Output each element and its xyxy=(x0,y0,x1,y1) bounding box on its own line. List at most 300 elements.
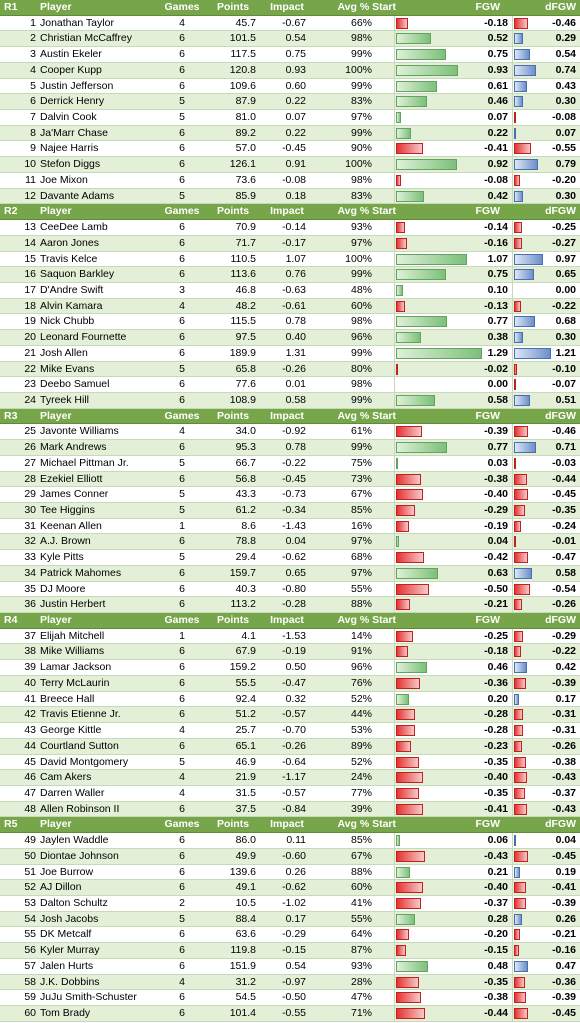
dfgw-bar xyxy=(514,348,551,359)
pick-number: 57 xyxy=(24,959,36,972)
games-cell: 6 xyxy=(179,535,185,548)
impact-cell: -0.14 xyxy=(282,221,306,234)
table-row xyxy=(0,975,580,991)
start-cell: 98% xyxy=(350,378,372,391)
dfgw-cell xyxy=(512,519,578,534)
fgw-value: -0.50 xyxy=(484,582,508,595)
pick-number: 29 xyxy=(24,488,36,501)
dfgw-bar xyxy=(514,222,522,233)
games-cell: 6 xyxy=(179,881,185,894)
pick-number: 59 xyxy=(24,991,36,1004)
start-cell: 89% xyxy=(350,739,372,752)
start-cell: 75% xyxy=(350,456,372,469)
start-header: Avg % Start xyxy=(337,614,396,627)
games-cell: 6 xyxy=(179,393,185,406)
dfgw-bar xyxy=(514,269,534,280)
column-divider xyxy=(394,959,395,974)
points-cell: 67.9 xyxy=(235,645,256,658)
player-name: DJ Moore xyxy=(40,582,86,595)
player-name: Dalton Schultz xyxy=(40,896,108,909)
player-name: AJ Dillon xyxy=(40,881,82,894)
impact-cell: -0.61 xyxy=(282,299,306,312)
fgw-header: FGW xyxy=(475,1,500,13)
fgw-cell xyxy=(394,959,510,974)
points-cell: 29.4 xyxy=(235,551,256,564)
fgw-bar xyxy=(396,81,437,92)
fgw-cell xyxy=(394,189,510,204)
games-cell: 5 xyxy=(179,95,185,108)
column-divider xyxy=(394,94,395,109)
player-name: JuJu Smith-Schuster xyxy=(40,991,137,1004)
points-cell: 57.0 xyxy=(235,142,256,155)
dfgw-value: 0.97 xyxy=(555,252,576,265)
table-row xyxy=(0,220,580,236)
dfgw-cell xyxy=(512,141,578,156)
points-cell: 86.0 xyxy=(235,834,256,847)
games-cell: 6 xyxy=(179,268,185,281)
impact-cell: -0.57 xyxy=(282,708,306,721)
fgw-cell xyxy=(394,707,510,722)
round-header-row xyxy=(0,204,580,220)
fgw-bar xyxy=(396,662,427,673)
player-name: J.K. Dobbins xyxy=(40,975,100,988)
column-divider xyxy=(512,692,513,707)
column-divider xyxy=(394,220,395,235)
pick-number: 31 xyxy=(24,519,36,532)
fgw-bar xyxy=(396,269,446,280)
start-cell: 60% xyxy=(350,299,372,312)
fgw-value: -0.40 xyxy=(484,771,508,784)
dfgw-cell xyxy=(512,629,578,644)
column-divider xyxy=(512,236,513,251)
round-label: R2 xyxy=(4,205,18,218)
points-cell: 113.6 xyxy=(230,268,256,281)
start-cell: 85% xyxy=(350,834,372,847)
fgw-value: 0.07 xyxy=(487,111,508,124)
start-cell: 99% xyxy=(350,126,372,139)
fgw-value: -0.14 xyxy=(484,221,508,234)
impact-cell: 1.07 xyxy=(285,252,306,265)
games-cell: 6 xyxy=(179,708,185,721)
dfgw-header: dFGW xyxy=(545,614,576,627)
fgw-value: -0.29 xyxy=(484,504,508,516)
column-divider xyxy=(394,802,395,817)
points-cell: 77.6 xyxy=(235,378,256,391)
start-cell: 61% xyxy=(350,425,372,438)
impact-cell: 0.60 xyxy=(285,79,306,92)
pick-number: 51 xyxy=(24,865,36,878)
fgw-cell xyxy=(394,393,510,408)
start-cell: 97% xyxy=(350,236,372,249)
fgw-value: 0.75 xyxy=(487,48,508,61)
player-name: Darren Waller xyxy=(40,786,105,799)
table-row xyxy=(0,487,580,503)
column-divider xyxy=(512,63,513,78)
fgw-cell xyxy=(394,220,510,235)
fgw-bar xyxy=(396,191,424,202)
dfgw-bar xyxy=(514,1008,528,1019)
fgw-bar xyxy=(396,348,482,359)
fgw-value: -0.23 xyxy=(484,739,508,752)
fgw-cell xyxy=(394,692,510,707)
column-divider xyxy=(512,440,513,455)
table-row xyxy=(0,283,580,299)
column-divider xyxy=(394,755,395,770)
fgw-bar xyxy=(396,364,398,375)
fgw-cell xyxy=(394,79,510,94)
dfgw-value: 0.30 xyxy=(555,189,576,202)
games-cell: 6 xyxy=(179,236,185,249)
points-cell: 101.4 xyxy=(229,1007,256,1019)
impact-cell: 0.91 xyxy=(285,158,306,171)
fgw-value: -0.39 xyxy=(484,425,508,438)
fgw-bar xyxy=(396,772,423,783)
games-cell: 6 xyxy=(179,252,185,265)
impact-cell: -1.53 xyxy=(282,629,306,642)
fgw-value: -0.08 xyxy=(484,173,508,186)
games-cell: 6 xyxy=(179,48,185,61)
fgw-value: 0.21 xyxy=(487,865,508,878)
table-row xyxy=(0,47,580,63)
points-cell: 92.4 xyxy=(235,692,256,705)
dfgw-value: 0.26 xyxy=(555,912,576,925)
dfgw-bar xyxy=(514,254,543,265)
dfgw-bar xyxy=(514,678,526,689)
start-cell: 91% xyxy=(350,645,372,658)
start-cell: 90% xyxy=(350,142,372,155)
fgw-cell xyxy=(394,283,510,298)
column-divider xyxy=(394,487,395,502)
games-cell: 6 xyxy=(179,739,185,752)
games-cell: 6 xyxy=(179,441,185,454)
column-divider xyxy=(512,519,513,534)
fgw-value: -0.25 xyxy=(484,629,508,642)
fgw-value: 0.38 xyxy=(487,331,508,344)
fgw-bar xyxy=(396,882,423,893)
player-name: Tyreek Hill xyxy=(40,393,90,406)
games-cell: 4 xyxy=(179,299,185,312)
pick-number: 2 xyxy=(30,32,36,45)
points-cell: 101.5 xyxy=(229,32,256,45)
column-divider xyxy=(394,173,395,188)
points-cell: 115.5 xyxy=(230,315,256,328)
table-row xyxy=(0,16,580,32)
column-divider xyxy=(394,739,395,754)
dfgw-value: 0.30 xyxy=(555,331,576,344)
start-cell: 93% xyxy=(350,959,372,972)
table-row xyxy=(0,927,580,943)
player-name: Elijah Mitchell xyxy=(40,629,105,642)
fgw-value: -0.40 xyxy=(484,881,508,894)
column-divider xyxy=(394,707,395,722)
games-cell: 6 xyxy=(179,221,185,234)
fgw-value: 0.58 xyxy=(487,393,508,406)
player-name: Breece Hall xyxy=(40,692,95,705)
player-header: Player xyxy=(40,409,72,422)
fgw-bar xyxy=(396,505,415,516)
table-row xyxy=(0,582,580,598)
table-row xyxy=(0,723,580,739)
dfgw-bar xyxy=(514,867,520,878)
column-divider xyxy=(512,676,513,691)
start-cell: 93% xyxy=(350,221,372,234)
dfgw-value: -0.22 xyxy=(552,645,576,658)
dfgw-cell xyxy=(512,865,578,880)
column-divider xyxy=(394,63,395,78)
fgw-cell xyxy=(394,472,510,487)
table-row xyxy=(0,456,580,472)
dfgw-value: 0.79 xyxy=(555,158,576,171)
fgw-bar xyxy=(396,159,457,170)
points-cell: 139.6 xyxy=(229,865,256,878)
column-divider xyxy=(512,252,513,267)
table-row xyxy=(0,833,580,849)
fgw-value: -0.35 xyxy=(484,786,508,799)
points-header: Points xyxy=(216,614,250,627)
dfgw-cell xyxy=(512,597,578,612)
column-divider xyxy=(394,865,395,880)
dfgw-bar xyxy=(514,426,528,437)
dfgw-bar xyxy=(514,505,525,516)
dfgw-value: 0.74 xyxy=(555,63,576,76)
dfgw-value: 0.47 xyxy=(555,959,576,972)
dfgw-cell xyxy=(512,723,578,738)
column-divider xyxy=(394,723,395,738)
dfgw-bar xyxy=(514,474,527,485)
column-divider xyxy=(394,314,395,329)
dfgw-value: 0.19 xyxy=(555,865,576,878)
player-name: Justin Herbert xyxy=(40,598,106,611)
table-row xyxy=(0,79,580,95)
dfgw-bar xyxy=(514,929,520,940)
player-name: David Montgomery xyxy=(40,755,129,768)
player-name: Tee Higgins xyxy=(40,504,95,516)
column-divider xyxy=(512,503,513,518)
start-cell: 44% xyxy=(350,708,372,721)
games-cell: 6 xyxy=(179,1007,185,1019)
dfgw-bar xyxy=(514,882,526,893)
pick-number: 12 xyxy=(24,189,36,202)
dfgw-value: 0.54 xyxy=(555,48,576,61)
table-row xyxy=(0,31,580,47)
player-name: Jalen Hurts xyxy=(40,959,94,972)
fgw-value: -0.18 xyxy=(484,645,508,658)
points-cell: 61.2 xyxy=(235,504,256,516)
fgw-cell xyxy=(394,126,510,141)
games-cell: 5 xyxy=(179,912,185,925)
fgw-cell xyxy=(394,770,510,785)
start-cell: 99% xyxy=(350,346,372,359)
column-divider xyxy=(512,912,513,927)
impact-cell: 0.01 xyxy=(285,378,306,391)
dfgw-cell xyxy=(512,582,578,597)
fgw-bar xyxy=(396,96,427,107)
player-name: Dalvin Cook xyxy=(40,111,97,124)
dfgw-value: -0.45 xyxy=(552,1007,576,1019)
table-row xyxy=(0,912,580,928)
dfgw-bar xyxy=(514,175,520,186)
fgw-bar xyxy=(396,332,421,343)
pick-number: 46 xyxy=(24,771,36,784)
fgw-cell xyxy=(394,739,510,754)
dfgw-cell xyxy=(512,314,578,329)
fgw-bar xyxy=(396,867,410,878)
dfgw-bar xyxy=(514,238,522,249)
start-cell: 48% xyxy=(350,283,372,296)
impact-cell: -0.63 xyxy=(282,283,306,296)
dfgw-bar xyxy=(514,379,516,390)
dfgw-cell xyxy=(512,566,578,581)
fgw-value: 0.77 xyxy=(487,315,508,328)
dfgw-bar xyxy=(514,662,527,673)
fgw-cell xyxy=(394,330,510,345)
fgw-bar xyxy=(396,128,411,139)
player-name: Terry McLaurin xyxy=(40,676,110,689)
table-row xyxy=(0,896,580,912)
start-cell: 98% xyxy=(350,315,372,328)
fgw-value: 1.29 xyxy=(487,346,508,359)
player-name: Jaylen Waddle xyxy=(40,834,109,847)
impact-cell: 0.32 xyxy=(285,692,306,705)
points-cell: 40.3 xyxy=(235,582,256,595)
dfgw-value: 0.65 xyxy=(555,268,576,281)
fgw-bar xyxy=(396,301,405,312)
pick-number: 35 xyxy=(24,582,36,595)
column-divider xyxy=(512,314,513,329)
column-divider xyxy=(512,959,513,974)
dfgw-value: -0.46 xyxy=(552,425,576,438)
dfgw-bar xyxy=(514,332,523,343)
player-name: Josh Allen xyxy=(40,346,88,359)
table-row xyxy=(0,629,580,645)
fgw-value: -0.43 xyxy=(484,849,508,862)
dfgw-cell xyxy=(512,299,578,314)
pick-number: 24 xyxy=(24,393,36,406)
start-cell: 71% xyxy=(350,1007,372,1019)
player-name: Ezekiel Elliott xyxy=(40,472,103,485)
fgw-cell xyxy=(394,1006,510,1021)
points-cell: 51.2 xyxy=(235,708,256,721)
fgw-bar xyxy=(396,757,419,768)
fgw-value: -0.44 xyxy=(484,1007,508,1019)
points-cell: 189.9 xyxy=(229,346,256,359)
dfgw-cell xyxy=(512,252,578,267)
dfgw-value: -0.41 xyxy=(552,881,576,894)
games-cell: 4 xyxy=(179,975,185,988)
games-cell: 3 xyxy=(179,283,185,296)
table-row xyxy=(0,880,580,896)
table-row xyxy=(0,959,580,975)
dfgw-cell xyxy=(512,912,578,927)
fgw-cell xyxy=(394,943,510,958)
points-cell: 4.1 xyxy=(241,629,256,642)
dfgw-bar xyxy=(514,395,530,406)
fgw-cell xyxy=(394,47,510,62)
points-cell: 25.7 xyxy=(235,724,256,737)
column-divider xyxy=(394,126,395,141)
dfgw-bar xyxy=(514,709,523,720)
player-name: Tom Brady xyxy=(40,1007,91,1019)
points-cell: 65.8 xyxy=(235,362,256,375)
dfgw-header: dFGW xyxy=(545,409,576,422)
table-row xyxy=(0,157,580,173)
dfgw-value: 0.00 xyxy=(555,283,576,296)
games-cell: 5 xyxy=(179,456,185,469)
games-cell: 6 xyxy=(179,79,185,92)
column-divider xyxy=(512,849,513,864)
pick-number: 7 xyxy=(30,111,36,124)
fgw-value: -0.16 xyxy=(484,236,508,249)
pick-number: 6 xyxy=(30,95,36,108)
dfgw-bar xyxy=(514,552,528,563)
fgw-value: -0.18 xyxy=(484,16,508,29)
fgw-cell xyxy=(394,503,510,518)
pick-number: 26 xyxy=(24,441,36,454)
impact-cell: -0.45 xyxy=(282,142,306,155)
start-cell: 88% xyxy=(350,865,372,878)
dfgw-cell xyxy=(512,660,578,675)
column-divider xyxy=(394,629,395,644)
start-cell: 53% xyxy=(350,724,372,737)
pick-number: 1 xyxy=(30,16,36,29)
start-cell: 96% xyxy=(350,661,372,674)
points-header: Points xyxy=(216,1,250,13)
points-cell: 21.9 xyxy=(235,771,256,784)
games-cell: 6 xyxy=(179,598,185,611)
player-header: Player xyxy=(40,614,72,627)
table-row xyxy=(0,550,580,566)
fgw-bar xyxy=(396,977,419,988)
impact-cell: -0.28 xyxy=(282,598,306,611)
points-cell: 55.5 xyxy=(235,676,256,689)
fgw-bar xyxy=(396,254,467,265)
table-row xyxy=(0,943,580,959)
dfgw-value: -0.43 xyxy=(552,771,576,784)
points-cell: 119.8 xyxy=(230,944,256,957)
start-cell: 100% xyxy=(345,63,372,76)
column-divider xyxy=(394,519,395,534)
player-name: Christian McCaffrey xyxy=(40,32,132,45)
points-cell: 70.9 xyxy=(235,221,256,234)
pick-number: 52 xyxy=(24,881,36,894)
points-cell: 85.9 xyxy=(235,189,256,202)
fgw-bar xyxy=(396,175,401,186)
dfgw-cell xyxy=(512,267,578,282)
fgw-bar xyxy=(396,568,438,579)
start-cell: 99% xyxy=(350,48,372,61)
fgw-cell xyxy=(394,802,510,817)
games-cell: 4 xyxy=(179,771,185,784)
points-cell: 8.6 xyxy=(241,519,256,532)
dfgw-value: -0.21 xyxy=(552,928,576,941)
dfgw-cell xyxy=(512,896,578,911)
fgw-cell xyxy=(394,644,510,659)
fgw-value: -0.42 xyxy=(484,551,508,564)
dfgw-value: 0.29 xyxy=(555,32,576,45)
fgw-cell xyxy=(394,110,510,125)
games-cell: 6 xyxy=(179,331,185,344)
round-label: R4 xyxy=(4,614,18,627)
dfgw-value: -0.20 xyxy=(552,173,576,186)
dfgw-value: -0.25 xyxy=(552,221,576,234)
fgw-value: 0.93 xyxy=(487,63,508,76)
fgw-bar xyxy=(396,316,447,327)
fgw-cell xyxy=(394,157,510,172)
player-name: Derrick Henry xyxy=(40,95,105,108)
impact-header: Impact xyxy=(270,614,304,627)
column-divider xyxy=(394,424,395,439)
dfgw-bar xyxy=(514,992,526,1003)
